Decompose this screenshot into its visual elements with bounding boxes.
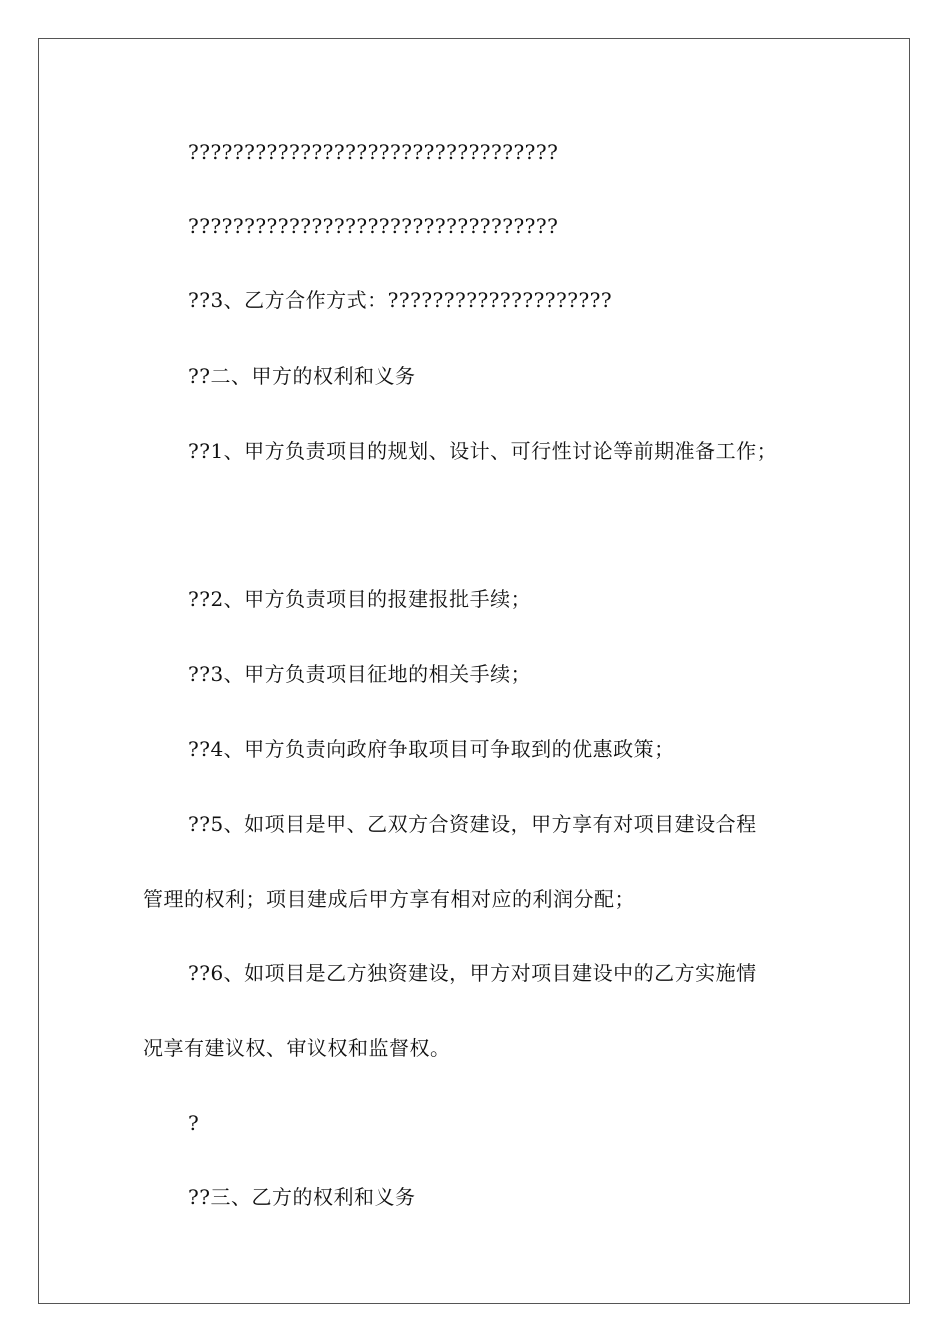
clause-a-4: ??4、甲方负责向政府争取项目可争取到的优惠政策； xyxy=(188,737,675,761)
text-line-placeholder-2: ????????????????????????????????? xyxy=(188,214,559,238)
clause-a-2: ??2、甲方负责项目的报建报批手续； xyxy=(188,587,532,611)
text-line-placeholder-3: ? xyxy=(188,1111,200,1135)
clause-a-6-continued: 况享有建议权、审议权和监督权。 xyxy=(143,1036,451,1060)
clause-a-1: ??1、甲方负责项目的规划、设计、可行性讨论等前期准备工作； xyxy=(188,439,778,463)
section-heading-party-a-rights: ??二、甲方的权利和义务 xyxy=(188,364,416,388)
text-line-placeholder-1: ????????????????????????????????? xyxy=(188,140,559,164)
clause-a-5-continued: 管理的权利；项目建成后甲方享有相对应的利润分配； xyxy=(143,887,635,911)
clause-a-6: ??6、如项目是乙方独资建设，甲方对项目建设中的乙方实施情 xyxy=(188,961,757,985)
clause-a-5: ??5、如项目是甲、乙双方合资建设，甲方享有对项目建设合程 xyxy=(188,812,757,836)
clause-a-3: ??3、甲方负责项目征地的相关手续； xyxy=(188,662,532,686)
section-heading-party-b-rights: ??三、乙方的权利和义务 xyxy=(188,1185,416,1209)
text-line-cooperation-mode: ??3、乙方合作方式：???????????????????? xyxy=(188,288,613,312)
